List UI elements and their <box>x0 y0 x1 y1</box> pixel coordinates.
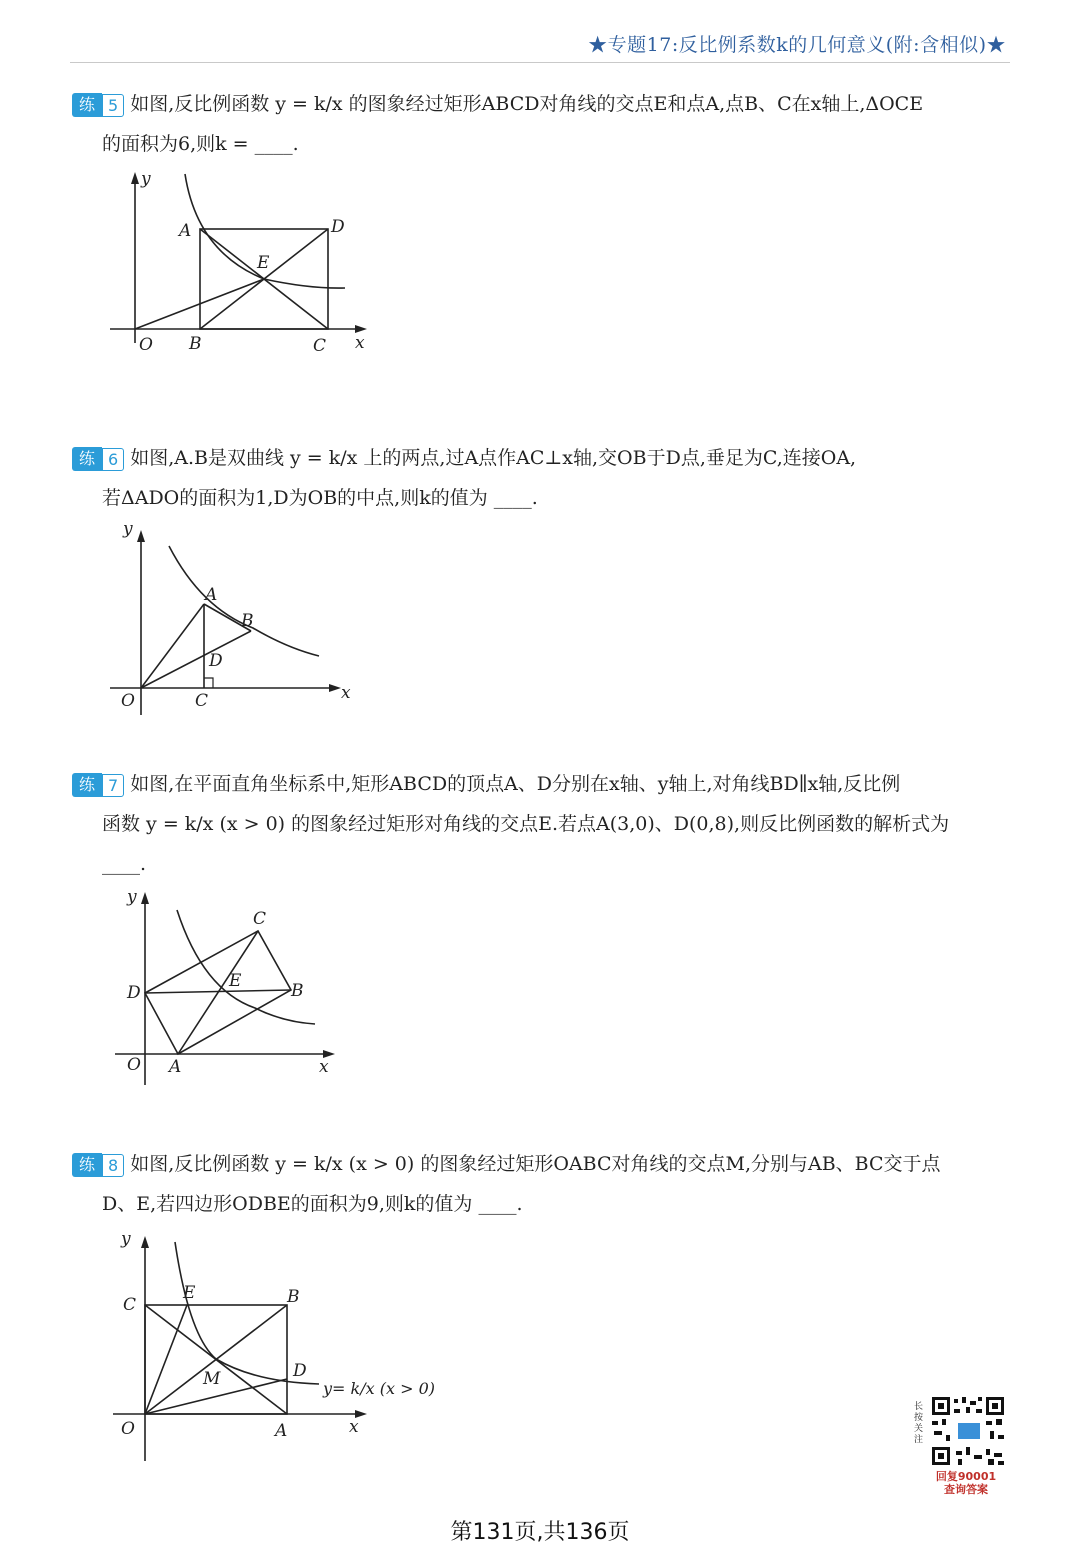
problem-7 <box>72 764 1012 884</box>
label-E: E <box>257 253 270 273</box>
label-C: C <box>123 1295 137 1315</box>
label-A: A <box>179 221 192 241</box>
label-O: O <box>121 691 135 711</box>
problem-text-line1: 如图,在平面直角坐标系中,矩形ABCD的顶点A、D分别在x轴、y轴上,对角线BD∥x轴,反比例 <box>130 773 901 795</box>
figure-6 <box>105 520 365 720</box>
problem-badge: 练 5 <box>72 93 124 117</box>
figure-7 <box>105 882 355 1087</box>
problem-text-line2: 的面积为6,则k = ____. <box>102 133 299 155</box>
label-x: x <box>349 1417 359 1437</box>
curve-equation-label: y= k/x (x > 0) <box>323 1379 435 1398</box>
label-x: x <box>319 1057 329 1077</box>
page-header <box>70 22 1010 63</box>
label-y: y <box>123 520 133 539</box>
problem-6 <box>72 438 1012 518</box>
label-D: D <box>127 983 141 1003</box>
label-D: D <box>293 1361 307 1381</box>
problem-text-line2: 函数 y = k/x (x > 0) 的图象经过矩形对角线的交点E.若点A(3,0)、D(0,8),则反比例函数的解析式为 <box>102 813 950 835</box>
label-C: C <box>253 909 267 929</box>
label-C: C <box>313 336 327 356</box>
problem-badge: 练 6 <box>72 447 124 471</box>
label-x: x <box>355 333 365 353</box>
problem-text-line2: D、E,若四边形ODBE的面积为9,则k的值为 ____. <box>102 1193 523 1215</box>
problem-text-line2: 若ΔADO的面积为1,D为OB的中点,则k的值为 ____. <box>102 487 538 509</box>
problem-5 <box>72 84 1012 164</box>
label-y: y <box>141 169 151 189</box>
problem-text-line1: 如图,A.B是双曲线 y = k/x 上的两点,过A点作AC⊥x轴,交OB于D点,垂足为C,连接OA, <box>130 447 857 469</box>
label-x: x <box>341 683 351 703</box>
label-A: A <box>275 1421 288 1441</box>
problem-text-line1: 如图,反比例函数 y = k/x 的图象经过矩形ABCD对角线的交点E和点A,点B、C在x轴上,ΔOCE <box>130 93 924 115</box>
label-E: E <box>183 1283 196 1303</box>
label-B: B <box>241 611 254 631</box>
problem-badge: 练 7 <box>72 773 124 797</box>
label-A: A <box>205 585 218 605</box>
problem-text-line1: 如图,反比例函数 y = k/x (x > 0) 的图象经过矩形OABC对角线的交点M,分别与AB、BC交于点 <box>130 1153 941 1175</box>
problem-badge: 练 8 <box>72 1153 124 1177</box>
label-y: y <box>121 1229 131 1249</box>
label-D: D <box>209 651 223 671</box>
label-O: O <box>139 335 153 355</box>
label-M: M <box>203 1369 221 1389</box>
label-E: E <box>229 971 242 991</box>
problem-8 <box>72 1144 1012 1224</box>
label-O: O <box>127 1055 141 1075</box>
problem-text-line3: ____. <box>102 853 147 875</box>
header-title: ★专题17:反比例系数k的几何意义(附:含相似)★ <box>588 34 1006 56</box>
qr-side-text: 长按关注 <box>914 1402 924 1445</box>
figure-5 <box>105 168 385 358</box>
label-O: O <box>121 1419 135 1439</box>
label-C: C <box>195 691 209 711</box>
label-y: y <box>127 887 137 907</box>
qr-code[interactable] <box>918 1395 1008 1467</box>
label-D: D <box>331 217 345 237</box>
label-B: B <box>287 1287 300 1307</box>
label-B: B <box>291 981 304 1001</box>
label-A: A <box>169 1057 182 1077</box>
label-B: B <box>189 334 202 354</box>
page-number: 第131页,共136页 <box>450 1520 630 1545</box>
qr-caption: 回复90001 查询答案 <box>935 1470 997 1496</box>
figure-8 <box>105 1226 445 1466</box>
